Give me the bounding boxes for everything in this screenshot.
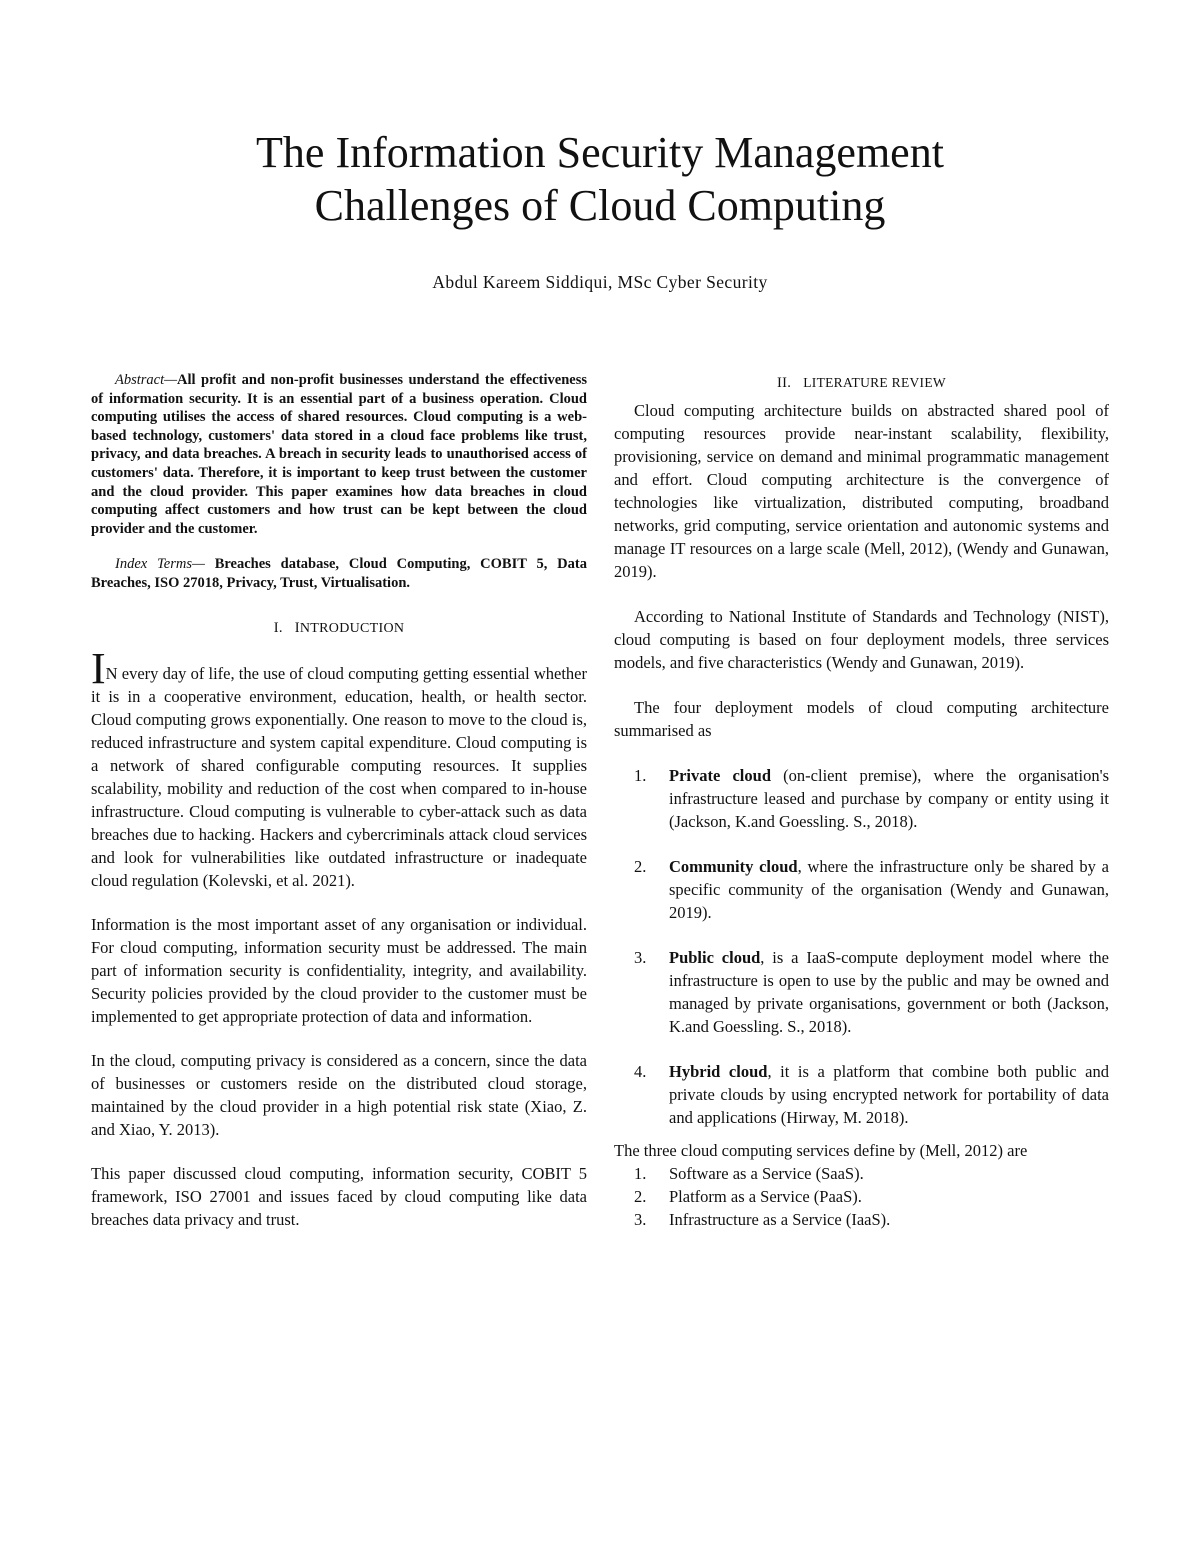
model-description: , is a IaaS-compute deployment model where the infrastructure is open to use by the public and may be owned and managed by private organisations, government or both (Jackson, K.and Goessling. S., 2018).: [669, 948, 1109, 1036]
list-text: [669, 855, 1109, 924]
abstract-text: All profit and non-profit businesses understand the effectiveness of information security. It is an essential part of a business operation. Cloud computing utilises the access of shared resources. Cloud computing is a web-based technology, customers' data stored in a cloud face problems like trust, privacy, and data breaches. A breach in security leads to unauthorised access of customers' data. Therefore, it is important to keep trust between the customer and the cloud provider. This paper examines how data breaches in cloud computing affect customers and how trust can be kept between the cloud provider and the customer.: [91, 372, 587, 537]
literature-paragraph-1: Cloud computing architecture builds on abstracted shared pool of computing resources provide near-instant scalability, flexibility, provisioning, service on demand and minimal programmatic management and effort. Cloud computing architecture is the convergence of technologies like virtualization, distributed computing, broadband networks, grid computing, service orientation and autonomic systems and manage IT resources on a large scale (Mell, 2012), (Wendy and Gunawan, 2019).: [614, 401, 1109, 581]
section-number: I.: [273, 619, 283, 636]
services-list: [614, 1162, 1109, 1231]
list-number: 1.: [634, 1164, 647, 1183]
list-number: 1.: [634, 766, 647, 785]
model-name: Private cloud: [669, 766, 771, 785]
intro-paragraph-3: In the cloud, computing privacy is considered as a concern, since the data of businesses or customers reside on the distributed cloud storage, maintained by the cloud provider in a high potential risk state (Xiao, Z. and Xiao, Y. 2013).: [91, 1050, 587, 1139]
list-item: [614, 1162, 1109, 1185]
section-title-rest: NTRODUCTION: [299, 620, 405, 636]
index-terms-text: Breaches database, Cloud Computing, COBIT 5, Data Breaches, ISO 27018, Privacy, Trust, Virtualisation.: [91, 556, 587, 591]
intro-paragraph-1: [91, 643, 587, 892]
list-text: [669, 1060, 1109, 1129]
literature-paragraph-3: The four deployment models of cloud computing architecture summarised as: [614, 698, 1109, 740]
paper-title: [0, 126, 1200, 232]
list-text: Infrastructure as a Service (IaaS).: [669, 1210, 891, 1229]
list-text: [669, 764, 1109, 833]
model-name: Hybrid cloud: [669, 1062, 768, 1081]
list-item: [614, 946, 1109, 1038]
deployment-models-list: [614, 764, 1109, 1129]
right-column: [614, 371, 1109, 1231]
abstract-label: Abstract—: [115, 372, 178, 388]
intro-paragraph-2: Information is the most important asset of any organisation or individual. For cloud computing, information security must be addressed. The main part of information security is confidentiality, integrity, and availability. Security policies provided by the cloud provider to the customer must be implemented to get appropriate protection of data and information.: [91, 914, 587, 1026]
model-name: Community cloud: [669, 857, 798, 876]
list-number: 4.: [634, 1062, 647, 1081]
index-terms: [91, 555, 587, 592]
intro-paragraph-4: This paper discussed cloud computing, information security, COBIT 5 framework, ISO 27001 and issues faced by cloud computing like data breaches data privacy and trust.: [91, 1163, 587, 1229]
list-item: [614, 1060, 1109, 1129]
abstract: [91, 371, 587, 538]
list-text: [669, 946, 1109, 1038]
title-line-1: The Information Security Management: [256, 128, 944, 177]
section-title-first: I: [294, 619, 300, 636]
author-line: Abdul Kareem Siddiqui, MSc Cyber Security: [432, 272, 768, 292]
section-number: II.: [777, 375, 792, 391]
index-terms-label: Index Terms—: [115, 556, 205, 573]
left-column: [91, 371, 587, 1231]
services-intro: The three cloud computing services define by (Mell, 2012) are: [614, 1141, 1028, 1160]
section-heading-literature-review: [614, 371, 1109, 395]
section-title: LITERATURE REVIEW: [803, 375, 946, 390]
list-item: [614, 855, 1109, 924]
section-heading-introduction: [91, 617, 587, 640]
list-number: 2.: [634, 1187, 647, 1206]
list-text: Platform as a Service (PaaS).: [669, 1187, 862, 1206]
intro-paragraph-1-text: N every day of life, the use of cloud computing getting essential whether it is in a cooperative environment, education, health, or health sector. Cloud computing grows exponentially. One reason to move to the cloud is, reduced infrastructure and system capital expenditure. Cloud computing is a network of shared configurable computing resources. It supplies scalability, mobility and reduction of the cost when compared to in-house infrastructure. Cloud computing is vulnerable to cyber-attack such as data breaches due to hacking. Hackers and cybercriminals attack cloud services and look for vulnerabilities like outdated infrastructure or inadequate cloud regulation (Kolevski, et al. 2021).: [91, 663, 587, 890]
list-number: 2.: [634, 857, 647, 876]
list-item: [614, 1185, 1109, 1208]
literature-paragraph-2: According to National Institute of Standards and Technology (NIST), cloud computing is based on four deployment models, three services models, and five characteristics (Wendy and Gunawan, 2019).: [614, 607, 1109, 672]
list-number: 3.: [634, 948, 647, 967]
model-description: , it is a platform that combine both public and private clouds by using encrypted network for portability of data and applications (Hirway, M. 2018).: [669, 1062, 1109, 1127]
list-item: [614, 1208, 1109, 1231]
list-number: 3.: [634, 1210, 647, 1229]
drop-cap: I: [91, 643, 106, 693]
model-description: (on-client premise), where the organisation's infrastructure leased and purchase by company or entity using it (Jackson, K.and Goessling. S., 2018).: [669, 766, 1109, 831]
list-text: Software as a Service (SaaS).: [669, 1164, 864, 1183]
title-line-2: Challenges of Cloud Computing: [314, 181, 886, 230]
model-description: , where the infrastructure only be shared by a specific community of the organisation (Wendy and Gunawan, 2019).: [669, 857, 1109, 922]
list-item: [614, 764, 1109, 833]
model-name: Public cloud: [669, 948, 761, 967]
